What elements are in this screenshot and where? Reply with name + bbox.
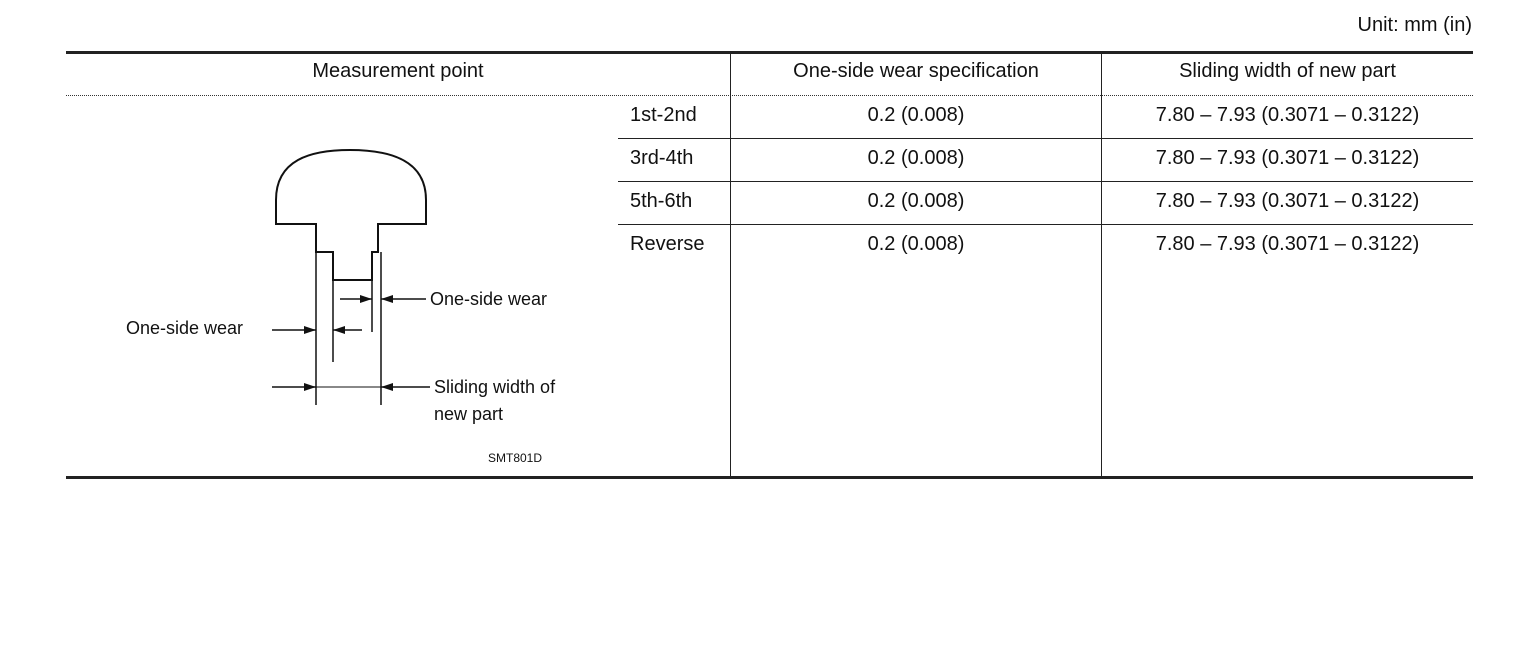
row-gear-1st-2nd: 1st-2nd (630, 104, 697, 126)
header-sliding-width: Sliding width of new part (1179, 60, 1396, 82)
unit-label: Unit: mm (in) (1357, 14, 1472, 36)
table-top-rule (66, 51, 1473, 54)
header-divider (66, 95, 1473, 96)
row-width-5th-6th: 7.80 – 7.93 (0.3071 – 0.3122) (1155, 190, 1420, 212)
row-width-1st-2nd: 7.80 – 7.93 (0.3071 – 0.3122) (1155, 104, 1420, 126)
row-gear-reverse: Reverse (630, 233, 705, 255)
row-wear-reverse: 0.2 (0.008) (867, 233, 965, 255)
row-wear-5th-6th: 0.2 (0.008) (867, 190, 965, 212)
row-width-3rd-4th: 7.80 – 7.93 (0.3071 – 0.3122) (1155, 147, 1420, 169)
row-gear-5th-6th: 5th-6th (630, 190, 693, 212)
row-separator-3 (618, 224, 1473, 225)
label-one-side-wear-right: One-side wear (430, 289, 548, 309)
shift-fork-diagram (100, 140, 620, 470)
row-separator-2 (618, 181, 1473, 182)
label-one-side-wear-left: One-side wear (126, 318, 244, 338)
header-measurement-point: Measurement point (312, 60, 484, 82)
row-wear-1st-2nd: 0.2 (0.008) (867, 104, 965, 126)
row-gear-3rd-4th: 3rd-4th (630, 147, 694, 169)
shift-fork-drawing (100, 140, 620, 470)
label-sliding-width-line2: new part (434, 404, 504, 424)
label-sliding-width-line1: Sliding width of (434, 377, 556, 397)
fork-profile (276, 150, 426, 280)
figure-code: SMT801D (488, 451, 543, 465)
header-one-side-wear: One-side wear specification (793, 60, 1039, 82)
table-bottom-rule (66, 476, 1473, 479)
row-separator-1 (618, 138, 1473, 139)
row-width-reverse: 7.80 – 7.93 (0.3071 – 0.3122) (1155, 233, 1420, 255)
row-wear-3rd-4th: 0.2 (0.008) (867, 147, 965, 169)
